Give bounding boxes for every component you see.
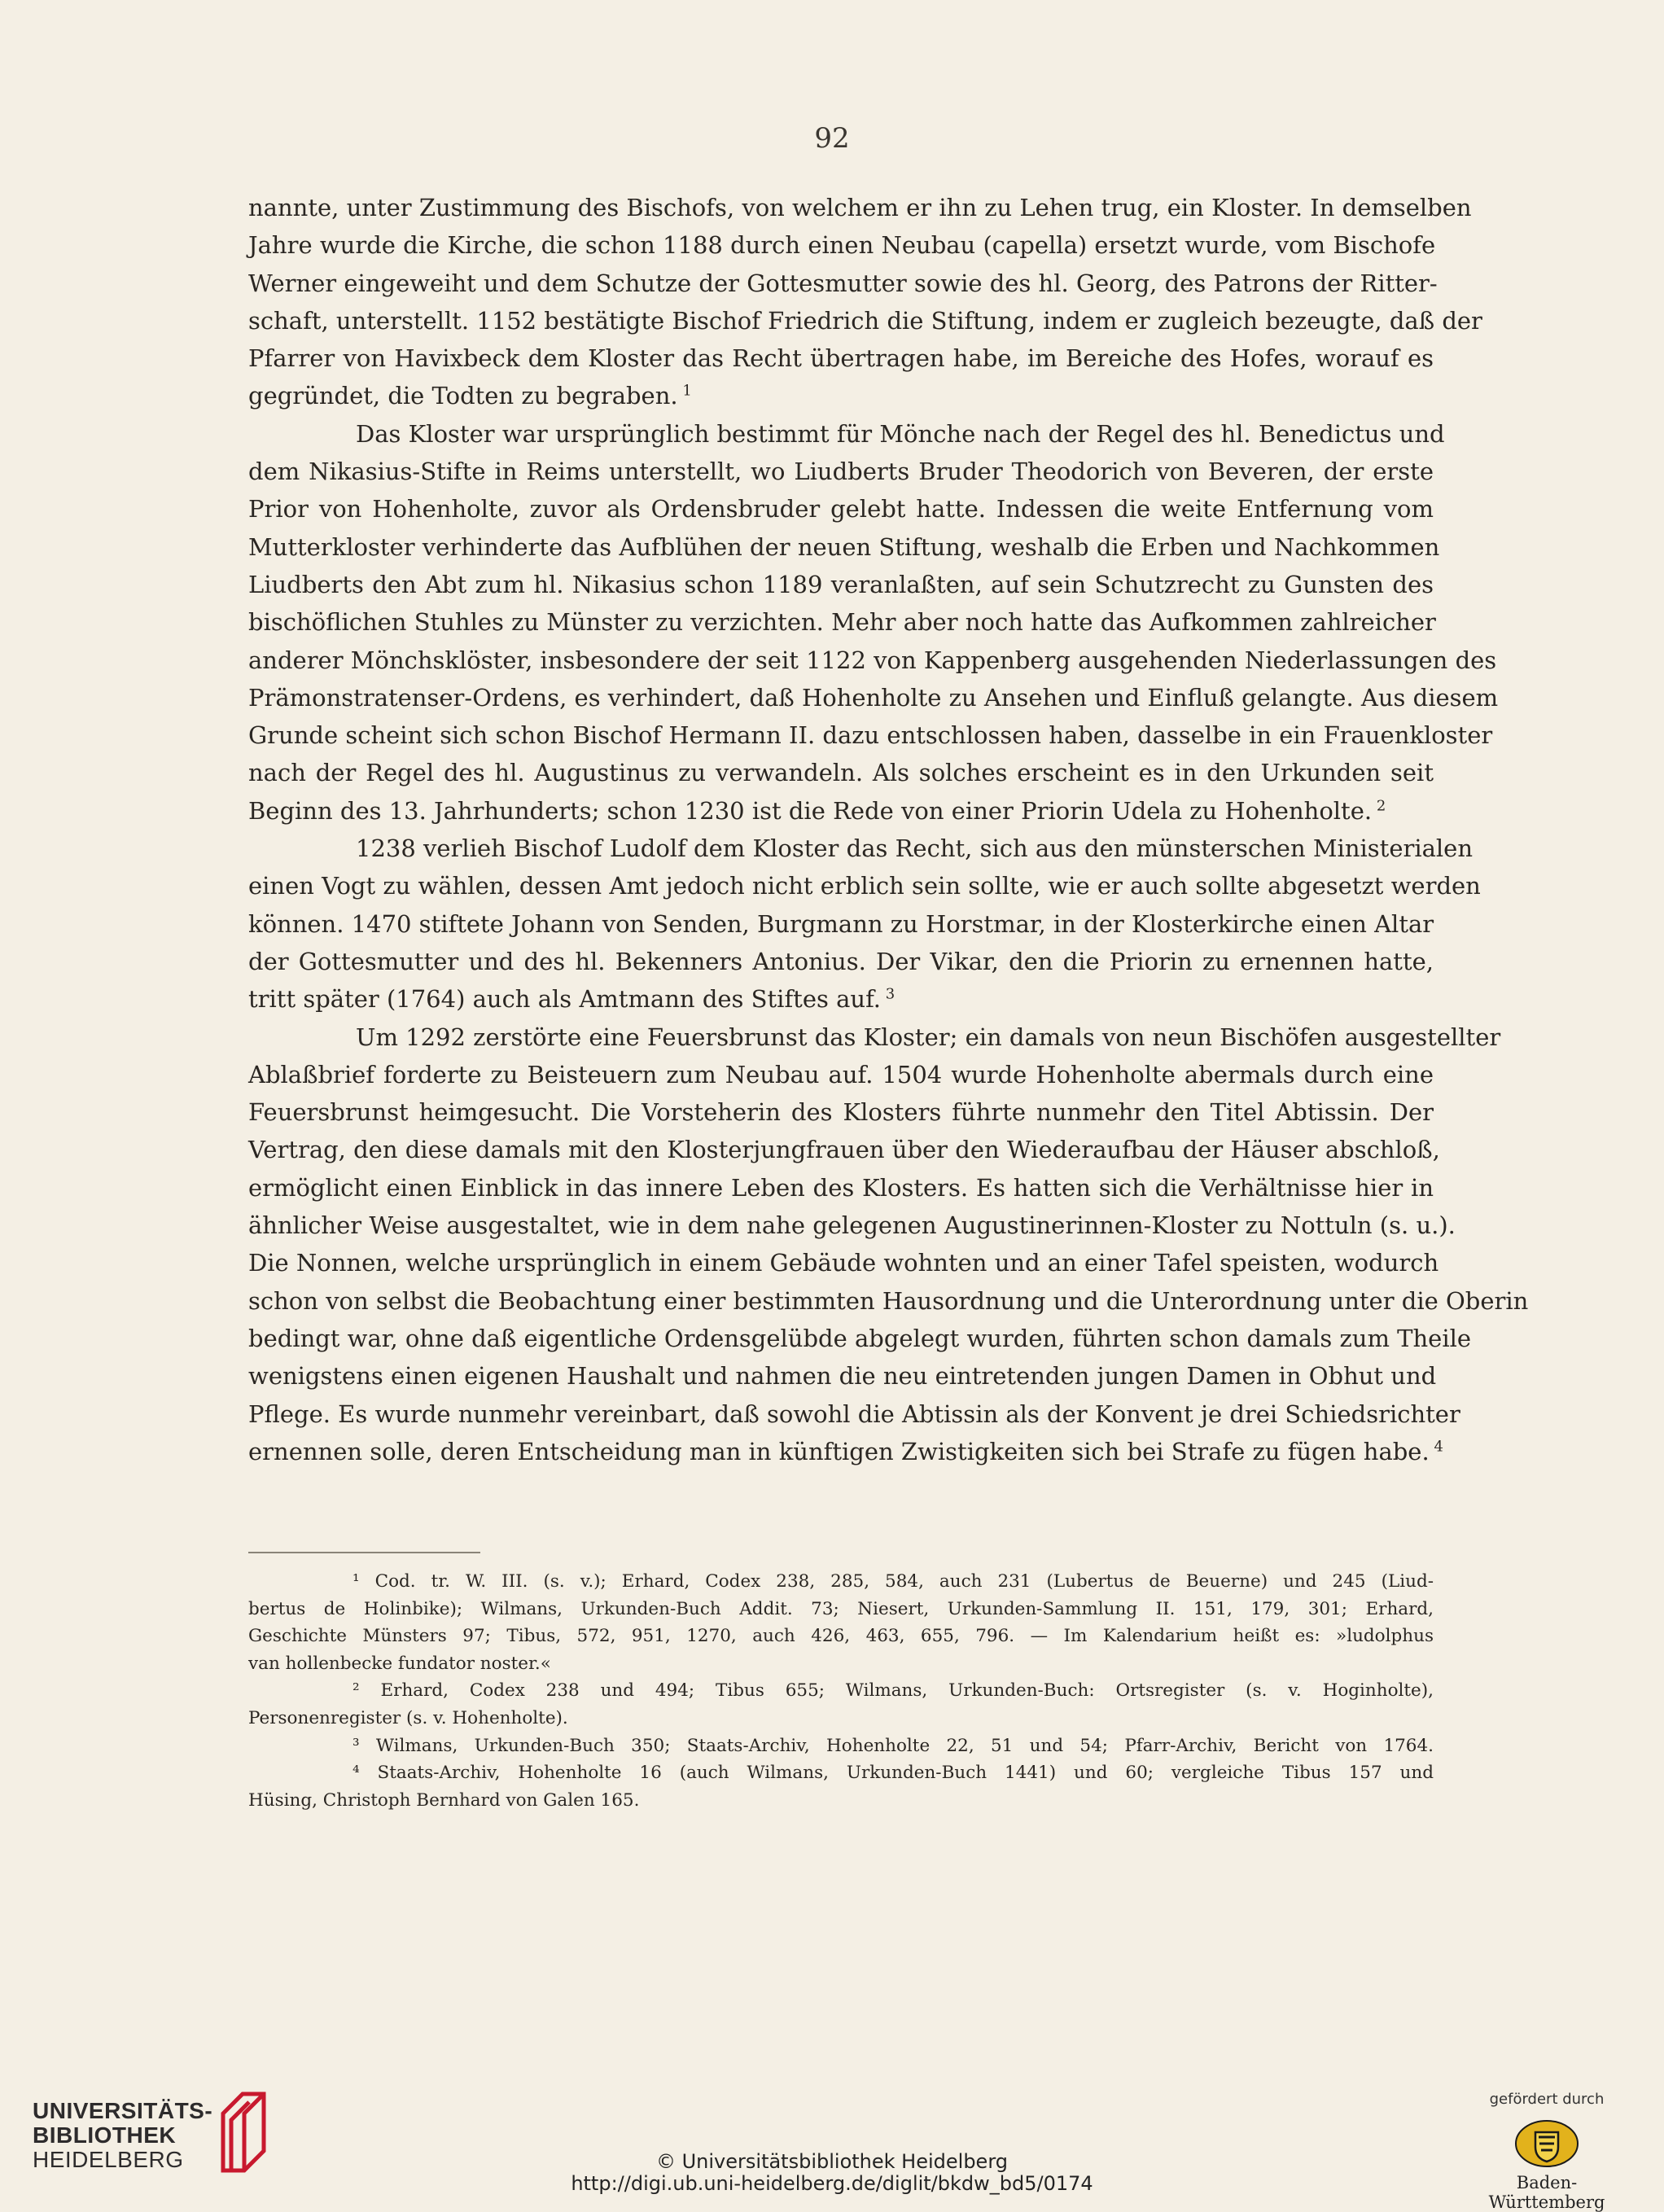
line-text: ermöglicht einen Einblick in das innere Leben des Klosters. Es hatten sich die Verhältnisse hier in [248,1173,1434,1202]
line-text: schon von selbst die Beobachtung einer bestimmten Hausordnung und die Unterordnung unter die Oberin [248,1286,1529,1315]
line-text: Pflege. Es wurde nunmehr vereinbart, daß sowohl die Abtissin als der Konvent je drei Schiedsrichter [248,1399,1460,1428]
line-text: Pfarrer von Havixbeck dem Kloster das Recht übertragen habe, im Bereiche des Hofes, worauf es [248,344,1434,373]
text-line [248,189,1472,226]
text-line [248,566,1434,603]
state-crest-icon [1514,2119,1579,2168]
line-text: ¹ Cod. tr. W. III. (s. v.); Erhard, Codex 238, 285, 584, auch 231 (Lubertus de Beuerne) und 245 (Liud- [353,1571,1434,1592]
text-line [248,1056,1434,1093]
text-line [248,716,1493,754]
text-line [248,453,1434,490]
line-text: 1238 verlieh Bischof Ludolf dem Kloster das Recht, sich aus den münsterschen Ministerialen [356,834,1474,863]
text-line [248,226,1434,264]
text-line [248,642,1497,679]
line-text: wenigstens einen eigenen Haushalt und nahmen die neu eintretenden jungen Damen in Obhut und [248,1362,1437,1391]
funding-notice [1465,2091,1628,2212]
text-line [248,490,1434,528]
line-text: Grunde scheint sich schon Bischof Hermann II. dazu entschlossen haben, dasselbe in ein Frauenkloster [248,721,1493,750]
footnote-marker[interactable]: 3 [885,985,895,1003]
footnote-line [248,1732,1434,1760]
text-line [248,528,1440,566]
line-text: Liudberts den Abt zum hl. Nikasius schon 1189 veranlaßten, auf sein Schutzrecht zu Gunsten des [248,570,1434,598]
body-text [248,189,1529,1470]
text-line [248,1320,1472,1357]
footnote-line [248,1623,1434,1650]
footnote-line [248,1596,1434,1623]
line-text: der Gottesmutter und des hl. Bekenners Antonius. Der Vikar, den die Priorin zu ernennen hatte, [248,947,1434,975]
text-line [248,679,1499,716]
line-text: ernennen solle, deren Entscheidung man in künftigen Zwistigkeiten sich bei Strafe zu fügen habe. [248,1437,1430,1465]
source-url-link[interactable]: http://digi.ub.uni-heidelberg.de/diglit/bkdw_bd5/0174 [571,2172,1093,2195]
line-text: bertus de Holinbike); Wilmans, Urkunden-Buch Addit. 73; Niesert, Urkunden-Sammlung II. 151, 179, 301; Erhard, [248,1598,1434,1619]
funded-by-label: gefördert durch [1489,2091,1605,2108]
text-line [248,792,1434,830]
logo-line-2: BIBLIOTHEK [33,2122,177,2148]
text-line [248,603,1434,641]
text-line [248,1244,1439,1281]
line-text: Beginn des 13. Jahrhunderts; schon 1230 ist die Rede von einer Priorin Udela zu Hohenholte. [248,796,1373,825]
footnote-line [248,1787,1434,1815]
line-text: Hüsing, Christoph Bernhard von Galen 165. [248,1789,640,1811]
line-text: ähnlicher Weise ausgestaltet, wie in dem nahe gelegenen Augustinerinnen-Kloster zu Nottuln (s. u.). [248,1211,1456,1240]
text-line [248,1395,1460,1433]
text-line [248,265,1438,302]
line-text: ⁴ Staats-Archiv, Hohenholte 16 (auch Wilmans, Urkunden-Buch 1441) und 60; vergleiche Tibus 157 und [353,1763,1434,1784]
line-text: bedingt war, ohne daß eigentliche Ordensgelübde abgelegt wurden, führten schon damals zum Theile [248,1324,1472,1352]
line-text: Die Nonnen, welche ursprünglich in einem Gebäude wohnten und an einer Tafel speisten, wodurch [248,1249,1439,1277]
line-text: Prior von Hohenholte, zuvor als Ordensbruder gelebt hatte. Indessen die weite Entfernung vom [248,495,1434,523]
text-line [248,830,1474,867]
copyright-text: © Universitätsbibliothek Heidelberg [655,2150,1008,2173]
line-text: Mutterkloster verhinderte das Aufblühen der neuen Stiftung, weshalb die Erben und Nachkommen [248,532,1440,561]
line-text: Um 1292 zerstörte eine Feuersbrunst das Kloster; ein damals von neun Bischöfen ausgestellter [356,1023,1501,1051]
footnote-line [248,1568,1434,1596]
text-line [248,1282,1529,1320]
text-line [248,1433,1443,1470]
footnote-line [248,1705,1434,1732]
text-line [248,980,1434,1018]
text-line [248,1357,1437,1395]
footer-credits [0,2151,1664,2195]
line-text: gegründet, die Todten zu begraben. [248,382,678,410]
footnote-marker[interactable]: 2 [1376,797,1386,815]
text-line [248,867,1481,905]
logo-line-3: HEIDELBERG [33,2147,184,2172]
text-line [248,1093,1434,1131]
logo-line-1: UNIVERSITÄTS- [33,2098,213,2123]
line-text: nach der Regel des hl. Augustinus zu verwandeln. Als solches erscheint es in den Urkunden seit [248,759,1434,787]
footnote-marker[interactable]: 4 [1434,1438,1443,1456]
line-text: Feuersbrunst heimgesucht. Die Vorsteherin des Klosters führte nunmehr den Titel Abtissin. Der [248,1098,1434,1127]
text-line [248,415,1445,453]
state-label: Baden-Württemberg [1488,2173,1605,2212]
footnote-line [248,1677,1434,1705]
text-line [248,905,1434,943]
line-text: Werner eingeweiht und dem Schutze der Gottesmutter sowie des hl. Georg, des Patrons der Ritter- [248,269,1438,297]
line-text: Ablaßbrief forderte zu Beisteuern zum Neubau auf. 1504 wurde Hohenholte abermals durch eine [248,1060,1434,1088]
line-text: van hollenbecke fundator noster.« [248,1653,551,1674]
line-text: Das Kloster war ursprünglich bestimmt für Mönche nach der Regel des hl. Benedictus und [356,419,1445,448]
line-text: Prämonstratenser-Ordens, es verhindert, daß Hohenholte zu Ansehen und Einfluß gelangte. Aus diesem [248,683,1499,712]
text-line [248,943,1434,980]
text-line [248,1018,1501,1056]
line-text: Geschichte Münsters 97; Tibus, 572, 951, 1270, auch 426, 463, 655, 796. — Im Kalendarium heißt es: »ludolphus [248,1626,1434,1647]
line-text: dem Nikasius-Stifte in Reims unterstellt, wo Liudberts Bruder Theodorich von Beveren, der erste [248,458,1434,486]
text-line [248,302,1482,339]
footnote-divider [248,1552,480,1553]
footnote-line [248,1650,1434,1678]
text-line [248,1131,1440,1168]
line-text: schaft, unterstellt. 1152 bestätigte Bischof Friedrich die Stiftung, indem er zugleich bezeugte, daß der [248,306,1482,335]
page-number: 92 [814,122,850,155]
text-line [248,339,1434,377]
line-text: ² Erhard, Codex 238 und 494; Tibus 655; Wilmans, Urkunden-Buch: Ortsregister (s. v. Hoginholte), [353,1680,1434,1702]
line-text: tritt später (1764) auch als Amtmann des Stiftes auf. [248,985,881,1014]
line-text: können. 1470 stiftete Johann von Senden, Burgmann zu Horstmar, in der Klosterkirche einen Altar [248,909,1434,938]
line-text: bischöflichen Stuhles zu Münster zu verzichten. Mehr aber noch hatte das Aufkommen zahlreicher [248,608,1436,637]
line-text: Vertrag, den diese damals mit den Klosterjungfrauen über den Wiederaufbau der Häuser abschloß, [248,1136,1440,1164]
text-line [248,1169,1434,1207]
line-text: nannte, unter Zustimmung des Bischofs, von welchem er ihn zu Lehen trug, ein Kloster. In demselben [248,194,1472,221]
footnote-marker[interactable]: 1 [682,382,692,400]
line-text: anderer Mönchsklöster, insbesondere der seit 1122 von Kappenberg ausgehenden Niederlassungen des [248,646,1497,674]
line-text: Jahre wurde die Kirche, die schon 1188 durch einen Neubau (capella) ersetzt wurde, vom Bischofe [248,231,1436,260]
line-text: einen Vogt zu wählen, dessen Amt jedoch nicht erblich sein sollte, wie er auch sollte abgesetzt werden [248,872,1481,900]
line-text: Personenregister (s. v. Hohenholte). [248,1707,568,1728]
text-line [248,1207,1456,1244]
footnotes [248,1568,1434,1814]
line-text: ³ Wilmans, Urkunden-Buch 350; Staats-Archiv, Hohenholte 22, 51 und 54; Pfarr-Archiv, Bericht von 1764. [353,1735,1434,1756]
footnote-line [248,1759,1434,1787]
text-line [248,754,1434,791]
text-line [248,377,1434,414]
